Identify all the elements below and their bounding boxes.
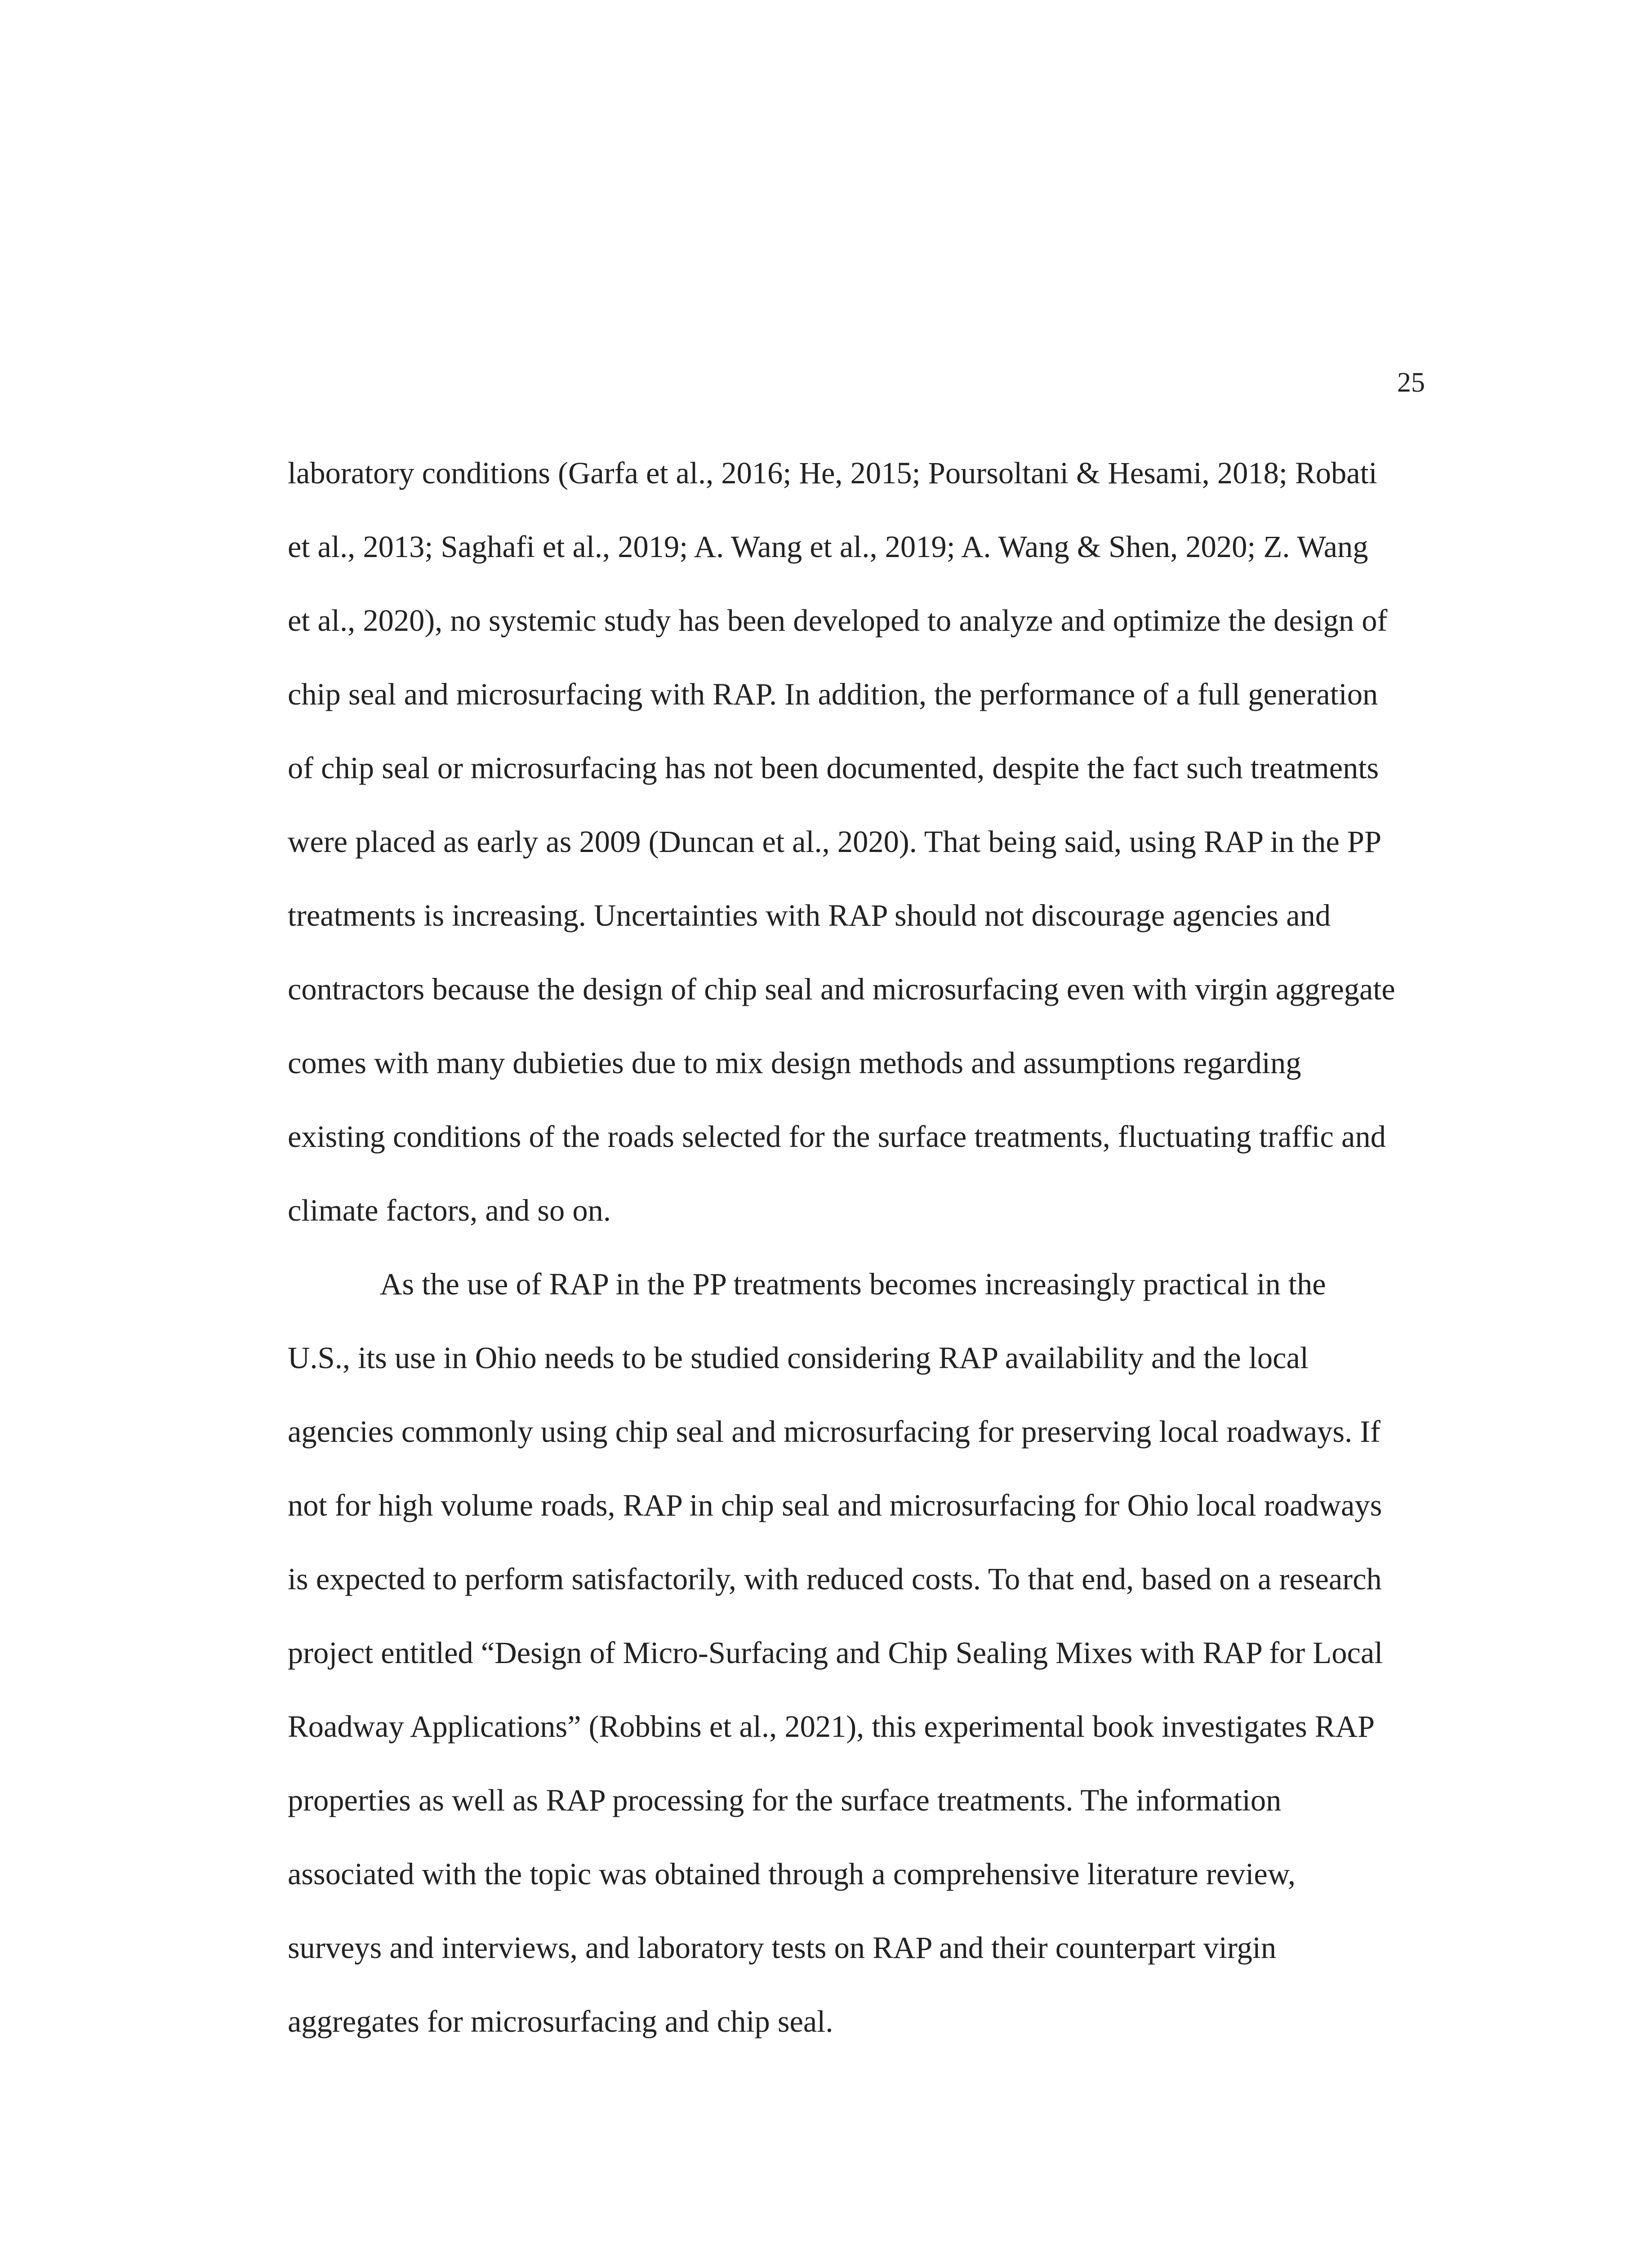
page-number: 25 <box>1397 367 1425 398</box>
text-line: laboratory conditions (Garfa et al., 2016; He, 2015; Poursoltani & Hesami, 2018; Robati <box>288 456 1377 490</box>
text-line: U.S., its use in Ohio needs to be studied considering RAP availability and the local <box>288 1341 1309 1375</box>
text-line: surveys and interviews, and laboratory tests on RAP and their counterpart virgin <box>288 1931 1277 1965</box>
text-line: of chip seal or microsurfacing has not been documented, despite the fact such treatments <box>288 751 1379 785</box>
text-line: properties as well as RAP processing for the surface treatments. The information <box>288 1783 1282 1817</box>
text-line: climate factors, and so on. <box>288 1193 611 1227</box>
text-line: project entitled “Design of Micro-Surfacing and Chip Sealing Mixes with RAP for Local <box>288 1636 1383 1670</box>
text-line: agencies commonly using chip seal and microsurfacing for preserving local roadways. If <box>288 1414 1380 1449</box>
text-line: et al., 2020), no systemic study has been developed to analyze and optimize the design of <box>288 603 1388 638</box>
text-line: treatments is increasing. Uncertainties with RAP should not discourage agencies and <box>288 898 1331 932</box>
text-line: chip seal and microsurfacing with RAP. In addition, the performance of a full generation <box>288 677 1378 711</box>
paragraph-1 <box>288 436 1432 1247</box>
text-line: were placed as early as 2009 (Duncan et al., 2020). That being said, using RAP in the PP <box>288 825 1382 859</box>
text-line: existing conditions of the roads selected for the surface treatments, fluctuating traffic and <box>288 1120 1386 1154</box>
text-line: is expected to perform satisfactorily, with reduced costs. To that end, based on a research <box>288 1562 1382 1596</box>
text-line: aggregates for microsurfacing and chip seal. <box>288 2004 833 2038</box>
text-line: comes with many dubieties due to mix design methods and assumptions regarding <box>288 1046 1301 1080</box>
text-line: not for high volume roads, RAP in chip seal and microsurfacing for Ohio local roadways <box>288 1488 1382 1522</box>
text-line: et al., 2013; Saghafi et al., 2019; A. Wang et al., 2019; A. Wang & Shen, 2020; Z. Wang <box>288 530 1368 564</box>
text-line: contractors because the design of chip seal and microsurfacing even with virgin aggregate <box>288 972 1395 1006</box>
text-line: associated with the topic was obtained through a comprehensive literature review, <box>288 1857 1296 1891</box>
body-text <box>288 436 1432 2058</box>
text-line: As the use of RAP in the PP treatments becomes increasingly practical in the <box>380 1267 1326 1301</box>
paragraph-2 <box>288 1247 1432 2058</box>
text-line: Roadway Applications” (Robbins et al., 2021), this experimental book investigates RAP <box>288 1709 1375 1744</box>
